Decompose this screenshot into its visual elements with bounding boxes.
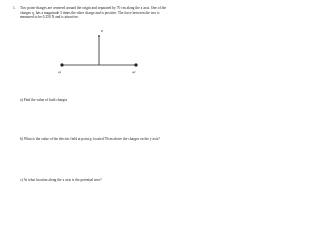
question-number: 1.	[13, 6, 16, 10]
charge2-label: q2	[132, 70, 136, 74]
part-a-question: a) Find the value of both charges	[20, 98, 68, 102]
charge1-marker	[60, 63, 63, 66]
part-c-question: c) At what location along the x axis is the potential zero?	[20, 178, 102, 182]
charge2-marker	[134, 63, 137, 66]
point-p-label: P	[101, 29, 104, 33]
part-b-question: b) What is the value of the electric field at point p, located 70cm above the charges on the y axis?	[20, 137, 160, 141]
question-intro: Two point-charges are centered around the origin and separated by 70 cm along the x axis. One of the charges q₁ has a magnitude 3 times the other charge and is positive. The force between the two is measured to be 0.250 N and is attractive.	[20, 6, 167, 20]
charge1-label: q1	[58, 70, 62, 74]
point-p-marker	[98, 35, 100, 37]
